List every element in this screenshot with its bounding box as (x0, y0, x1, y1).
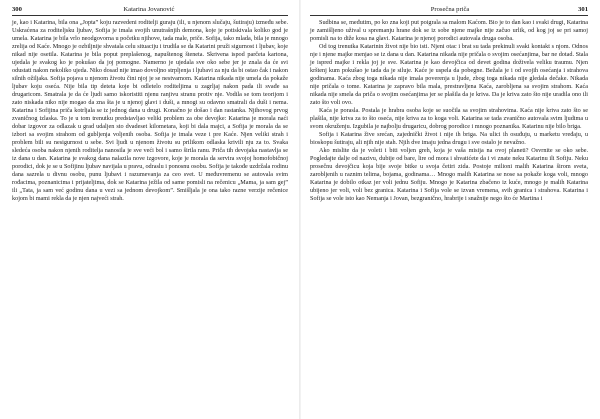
right-page-body (310, 19, 588, 203)
right-paragraph-3: Kaća je porasla. Postala je hrabra osoba koje se suočila sa svojim strahovima. Kaća nije kriva zato što se plašila, nije kriva za to što oseća, nije kriva za to koga voli. Katarina se tada zvanično autovala svim ljudima u svom okruženju. Izgubila je najbolju drugaricu, dobrog porodice i mnogo poznanika. Katarinu nije bilo briga. (310, 107, 588, 130)
left-page-body (12, 19, 288, 203)
left-paragraph-1: je, kao i Katarina, bila ona „Jopta” koju razvedeni roditelji guraju (ili, u njenom slučaju, šutiraju) između sebe. Uskraćena za roditeljsku ljubav, Sofija je imala svojih unutrašnjih demona, koje je potiskivala koliko god je umela. Katarina je bila vrlo neodgovorna u početku njihove, tada male, priče. Sofija, tako mlada, bila je mnogo zrelija od Kaće. Mnogo je ozbiljnije shvatala celu situaciju i trudila se da Katarini pruži sigurnost i ljubav, koje nikad nije osetila. Katarina je bila poput preplašenog, napuštenog šteneta. Skrivena ispod parčeta kartona, ujedala je svakog ko je pokušao da joj pomogne. Namerno je ujedala sve oko sebe jer je znala da će svi odustati nakon nekoliko ujeda. Niko dosad nije imao dovoljno strpljenja i ljubavi za nju da bi ostao čak i nakon silnih ožiljaka. Sofija pojava u njenom životu čini njoj je se nestvarnom. Katarina nikada nije umela da pokaže ljubav koju oseća. Nije bila tip deteta koje bi odletelo roditeljima u zagrljaj nakon pada ili svađe sa drugaricom. Smatrala je da će ljudi samo iskoristiti njenu ranjivu stranu protiv nje. Vodila se tom teorijom i zato niskada niko nije mogao da zna šta je u njenoj glavi i duši, a mnogi su odavno smatrali da duši i nema. Katarina i Sofijina priča kotrljala se iz jednog dana u drugi. Konačno je došao i dan rastanka. Njihovog prvog zvaničnog izlaska. To je u tom trenutku predstavljao veliki problem za obe devojke: Katarina je morala naći dobar izgovor za odlazak u grad udaljen sto dvadeset kilometara, koji bi dala majci, a Sofija je morala da se izbori sa svojim strahom od gubljenja voljenih osoba. Sofija je imala veze i pre Kaće. Njen veliki strah i problem bili su nesigurnost u sebe. Svi ljudi u njenom životu su prilikom odlaska krivili nju za to. Svaka sledeća osoba nakon njenih roditelja nanosila je sve veći bol i samo širila ranu. Priča tih devojaka nastavlja se iz dana u dan. Katarina je svakog dana nalazila nove izgovore, koje je morala da servira svojoj homofobičnoj porodici, dok je se u Sofijinu ljubav navijala u pravu, odraslu i ponosnu osobu. Sofija je takođe uzdržala rodinu dana sazrela u divnu osobu, punu ljubavi i razumevanja za ceo svet. U međuvremenu se autovala svim rođacima, poznanicima i prijateljima, dok se Katarina ježila od same pomisli na rečenicu „Mama, ja sam gej” ili „Tata, ja sam već godinu dana u vezi sa jednom devojkom”. Smišljala je ona tako razne verzije rečenice kojom bi mami rekla da je njen najveći strah. (12, 19, 288, 202)
left-page-header (12, 6, 288, 16)
right-running-head: Prosečna priča (430, 6, 470, 13)
right-page-header (310, 6, 588, 16)
right-paragraph-4: Sofija i Katarina žive srećan, zajednički život i nije ih briga. Na ulici ih osuđuju, u marketu vređaju, u bioskopu šutiraju, ali njih nije stah. Njih dve imaju jedna drugu i sve ostalo je nevažno. (310, 131, 588, 146)
right-paragraph-5: Ako mislite da je voleti i biti voljen greh, koja je vaša misija na ovoj planeti? Osvrnite se oko sebe. Pogledajte dalje od nazivu, dubije od bare, lire od mora i shvatićete da i vi znate neku Katarinu ili Sofiju. Neku prosečnu devojčicu koja bije svoje bitke u svoja četiri zida. Postoje milioni malih Katarina širom sveta, zarobljenih u raznim telima, bojama, godinama… Mnogo malih Katarina se nose sa pokaže koga voli, mnogo Katarina je dobilo otkaz jer voli jednu Sofiju. Mnogo je Katarina zbačeno iz kuće, mnogo je malih Katarina ubijeno jer voli, voli bez granica. Katarina i Sofija vole se izvan vremena, svih granica i strahova. Katarina i Sofija se vole isto kao Nemanja i Jovan, bezgranično, hrabrije i snažnije nego što će Martina i (310, 147, 588, 202)
right-page (300, 0, 600, 419)
right-paragraph-1: Sudbina se, međutim, po ko zna koji put poigrala sa malom Kaćom. Bio je to dan kao i svaki drugi, Katarina je zamišljeno užival u spremanju hrane dok se iz sobe njene majke nije začuo urlik, od kog joj se pri samoj pomisli na to diže kosa na glavi. Katarina je njenoj porodici autovala druga osoba. (310, 19, 588, 42)
left-running-head: Katarina Jovanović (123, 6, 175, 13)
left-page-number: 300 (12, 6, 22, 13)
right-paragraph-2: Od tog trenutka Katarinin život nije bio isti. Njeni otac i brat su tada prekinuli svaki kontakt s njom. Odnos nje i njene majke menjao se iz dana u dan. Katarina nikada nije pričala o svojim osećanjima, bar ne dotad. Stala je ispred majke i rekla joj je sve. Katarina je kao devojčica od devet godina doživela veliku traumu. Njen krštenj kum pokušao je tada da je siluje. Kaće je uspela da pobegne. Bežala je i od svojih osećanja i strahova godinama. Kaća zbog toga nikada nije imala poverenja u ljude, zbog toga nikada nije gledala dečake. Nikada nije pričala o tome. Katarina je zapravo bila mala, prestravljena Kaća, zarobljena sa svojim strahom. Kaća nikada nije smela da priča o svojim osećanjima jer se plašila da je kriva. Da je kriva zato što nije uradila ono ili zato što voli ovo. (310, 43, 588, 106)
right-page-number: 301 (578, 6, 588, 13)
